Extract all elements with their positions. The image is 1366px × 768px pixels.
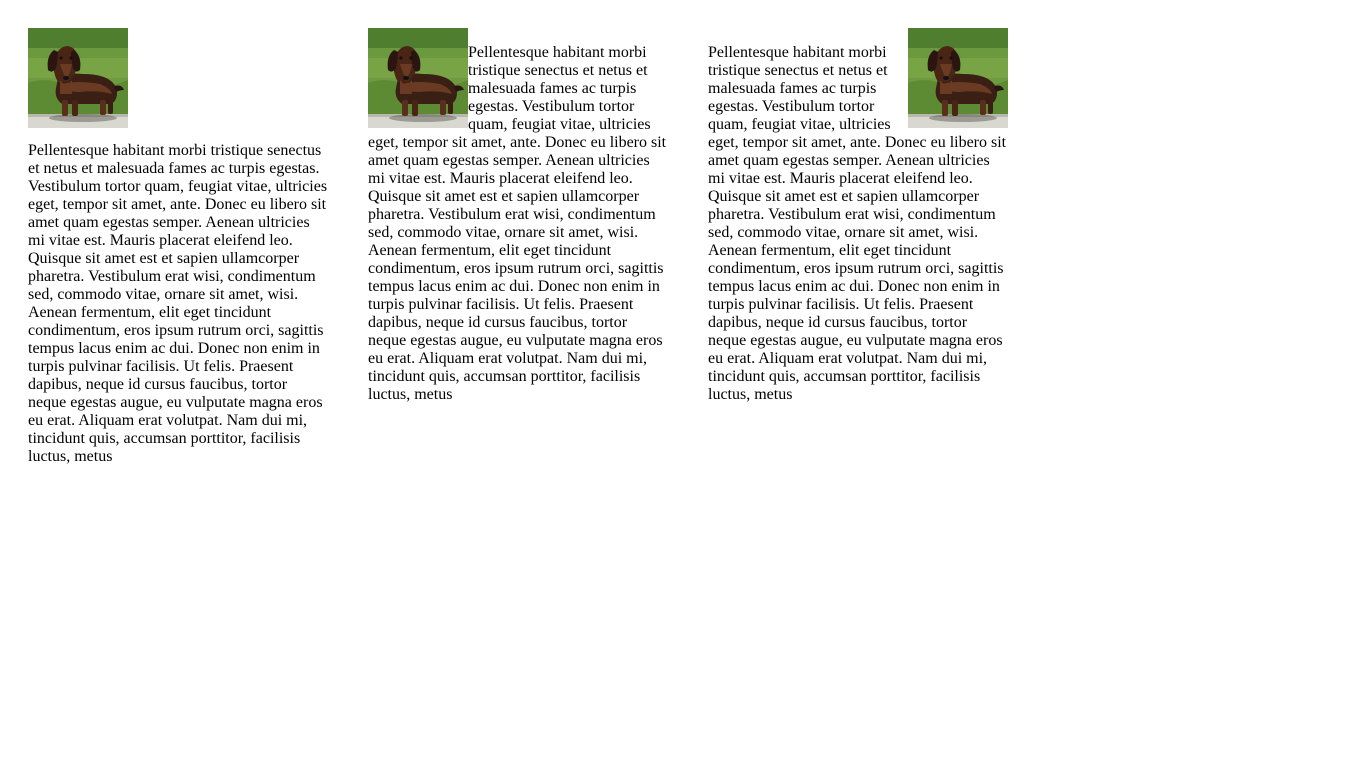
paragraph-text: Pellentesque habitant morbi tristique senectus et netus et malesuada fames ac turpis egestas. Vestibulum tortor quam, feugiat vitae, ultricies eget, tempor sit amet, ante. Donec eu libero sit amet quam egestas semper. Aenean ultricies mi vitae est. Mauris placerat eleifend leo. Quisque sit amet est et sapien ullamcorper pharetra. Vestibulum erat wisi, condimentum sed, commodo vitae, ornare sit amet, wisi. Aenean fermentum, elit eget tincidunt condimentum, eros ipsum rutrum orci, sagittis tempus lacus enim ac dui. Donec non enim in turpis pulvinar facilisis. Ut felis. Praesent dapibus, neque id cursus faucibus, tortor neque egestas augue, eu vulputate magna eros eu erat. Aliquam erat volutpat. Nam dui mi, tincidunt quis, accumsan porttitor, facilisis luctus, metus <box>708 44 1007 403</box>
column-image-float-left <box>368 28 668 404</box>
paragraph-text: Pellentesque habitant morbi tristique senectus et netus et malesuada fames ac turpis egestas. Vestibulum tortor quam, feugiat vitae, ultricies eget, tempor sit amet, ante. Donec eu libero sit amet quam egestas semper. Aenean ultricies mi vitae est. Mauris placerat eleifend leo. Quisque sit amet est et sapien ullamcorper pharetra. Vestibulum erat wisi, condimentum sed, commodo vitae, ornare sit amet, wisi. Aenean fermentum, elit eget tincidunt condimentum, eros ipsum rutrum orci, sagittis tempus lacus enim ac dui. Donec non enim in turpis pulvinar facilisis. Ut felis. Praesent dapibus, neque id cursus faucibus, tortor neque egestas augue, eu vulputate magna eros eu erat. Aliquam erat volutpat. Nam dui mi, tincidunt quis, accumsan porttitor, facilisis luctus, metus <box>368 44 667 403</box>
paragraph-text: Pellentesque habitant morbi tristique senectus et netus et malesuada fames ac turpis egestas. Vestibulum tortor quam, feugiat vitae, ultricies eget, tempor sit amet, ante. Donec eu libero sit amet quam egestas semper. Aenean ultricies mi vitae est. Mauris placerat eleifend leo. Quisque sit amet est et sapien ullamcorper pharetra. Vestibulum erat wisi, condimentum sed, commodo vitae, ornare sit amet, wisi. Aenean fermentum, elit eget tincidunt condimentum, eros ipsum rutrum orci, sagittis tempus lacus enim ac dui. Donec non enim in turpis pulvinar facilisis. Ut felis. Praesent dapibus, neque id cursus faucibus, tortor neque egestas augue, eu vulputate magna eros eu erat. Aliquam erat volutpat. Nam dui mi, tincidunt quis, accumsan porttitor, facilisis luctus, metus <box>28 142 328 465</box>
column-image-float-right <box>708 28 1008 404</box>
dachshund-photo-icon <box>28 28 128 128</box>
column-image-above <box>28 28 328 466</box>
dachshund-photo-icon <box>908 28 1008 128</box>
dachshund-photo-icon <box>368 28 468 128</box>
